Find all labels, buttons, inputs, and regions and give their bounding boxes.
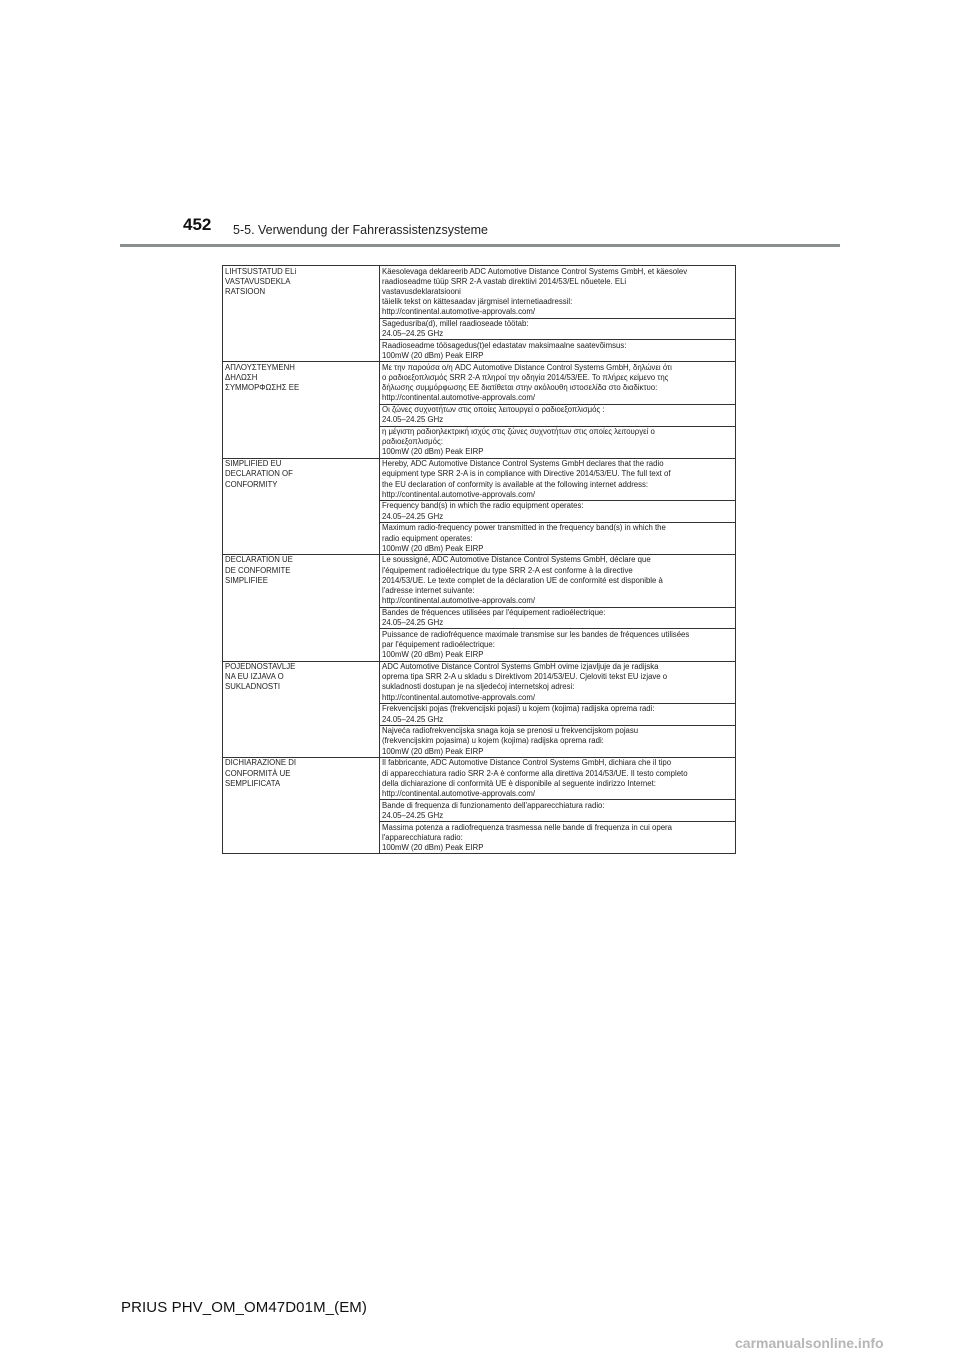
declaration-title-line: RATSIOON — [225, 286, 266, 296]
section-title: 5-5. Verwendung der Fahrerassistenzsysteme — [233, 223, 488, 237]
declaration-text-line: 100mW (20 dBm) Peak EIRP — [382, 543, 484, 553]
declaration-text-cell — [380, 500, 736, 522]
declaration-text-line: ραδιοεξοπλισμός: — [382, 437, 443, 447]
declaration-text-line: 24.05–24.25 GHz — [382, 511, 444, 521]
declaration-text-line: δήλωσης συμμόρφωσης ΕΕ διατίθεται στην ακόλουθη ιστοσελίδα στο διαδίκτυο: — [382, 383, 658, 393]
declaration-text-line: Raadioseadme töösagedus(t)el edastatav maksimaalne saatevõimsus: — [382, 340, 627, 350]
declaration-text-line: par l'équipement radioélectrique: — [382, 640, 495, 650]
declaration-row — [223, 554, 736, 607]
declaration-text-line: 24.05–24.25 GHz — [382, 714, 444, 724]
declaration-text-line: ο ραδιοεξοπλισμός SRR 2-A πληροί την οδηγία 2014/53/ΕΕ. Το πλήρες κείμενο της — [382, 373, 669, 383]
declaration-title-cell — [223, 362, 380, 458]
declaration-text-line: http://continental.automotive-approvals.com/ — [382, 307, 535, 317]
declaration-text-line: η μέγιστη ραδιοηλεκτρική ισχύς στις ζώνες συχνοτήτων στις οποίες λειτουργεί ο — [382, 427, 655, 437]
declaration-text-cell — [380, 703, 736, 725]
declaration-text-line: 100mW (20 dBm) Peak EIRP — [382, 351, 484, 361]
declaration-text-line: http://continental.automotive-approvals.com/ — [382, 788, 535, 798]
declaration-text-cell — [380, 725, 736, 757]
page-number: 452 — [183, 215, 212, 234]
declaration-title-line: SIMPLIFIEE — [225, 575, 268, 585]
declaration-text-line: radio equipment operates: — [382, 533, 473, 543]
declaration-title-line: DECLARATION UE — [225, 555, 293, 565]
declaration-text-line: ADC Automotive Distance Control Systems GmbH ovime izjavljuje da je radijska — [382, 662, 659, 672]
declaration-text-line: Hereby, ADC Automotive Distance Control Systems GmbH declares that the radio — [382, 459, 664, 469]
declaration-text-line: equipment type SRR 2-A is in compliance with Directive 2014/53/EU. The full text of — [382, 469, 671, 479]
declaration-text-line: Il fabbricante, ADC Automotive Distance Control Systems GmbH, dichiara che il tipo — [382, 758, 672, 768]
declaration-table-body — [223, 266, 736, 854]
declaration-text-cell — [380, 458, 736, 500]
declaration-text-line: Le soussigné, ADC Automotive Distance Control Systems GmbH, déclare que — [382, 555, 651, 565]
declaration-text-line: della dichiarazione di conformità UE è disponibile al seguente indirizzo Internet: — [382, 778, 656, 788]
declaration-title-line: ΣΥΜΜΟΡΦΩΣΗΣ ΕΕ — [225, 383, 300, 393]
declaration-text-line: raadioseadme tüüp SRR 2-A vastab direktiivi 2014/53/EL nõuetele. ELi — [382, 276, 627, 286]
declaration-text-line: oprema tipa SRR 2-A u skladu s Direktivom 2014/53/EU. Cjeloviti tekst EU izjave o — [382, 672, 668, 682]
declaration-text-cell — [380, 522, 736, 554]
declaration-text-line: Bandes de fréquences utilisées par l'équipement radioélectrique: — [382, 608, 606, 617]
declaration-text-line: 24.05–24.25 GHz — [382, 810, 444, 820]
declaration-text-cell — [380, 629, 736, 661]
declaration-title-line: POJEDNOSTAVLJE — [225, 662, 296, 672]
declaration-text-line: Maximum radio-frequency power transmitted in the frequency band(s) in which the — [382, 523, 666, 533]
declaration-title-cell — [223, 554, 380, 661]
declaration-text-line: 100mW (20 dBm) Peak EIRP — [382, 650, 484, 660]
declaration-table — [222, 265, 736, 854]
declaration-text-cell — [380, 822, 736, 854]
declaration-title-line: SIMPLIFIED EU — [225, 459, 282, 469]
declaration-text-line: Najveća radiofrekvencijska snaga koja se prenosi u frekvencijskom pojasu — [382, 726, 639, 736]
declaration-title-line: LIHTSUSTATUD ELi — [225, 266, 297, 276]
declaration-title-line: DECLARATION OF — [225, 469, 293, 479]
declaration-text-cell — [380, 404, 736, 426]
declaration-text-line: Puissance de radiofréquence maximale transmise sur les bandes de fréquences utilisées — [382, 629, 690, 639]
declaration-text-line: Με την παρούσα ο/η ADC Automotive Distance Control Systems GmbH, δηλώνει ότι — [382, 362, 672, 372]
declaration-text-line: http://continental.automotive-approvals.com/ — [382, 393, 535, 403]
declaration-title-cell — [223, 757, 380, 853]
declaration-text-line: Frekvencijski pojas (frekvencijski pojasi) u kojem (kojima) radijska oprema radi: — [382, 704, 655, 714]
declaration-title-cell — [223, 458, 380, 554]
declaration-title-line: NA EU IZJAVA O — [225, 672, 284, 682]
declaration-text-line: l'équipement radioélectrique du type SRR 2-A est conforme à la directive — [382, 565, 633, 575]
declaration-text-cell — [380, 607, 736, 629]
declaration-title-line: CONFORMITÀ UE — [225, 768, 291, 778]
declaration-row — [223, 362, 736, 404]
declaration-text-line: Käesolevaga deklareerib ADC Automotive Distance Control Systems GmbH, et käesolev — [382, 266, 688, 276]
declaration-text-line: täielik tekst on kättesaadav järgmisel internetiaadressil: — [382, 297, 573, 307]
declaration-text-line: 24.05–24.25 GHz — [382, 415, 444, 425]
declaration-text-line: l'apparecchiatura radio: — [382, 832, 463, 842]
declaration-text-line: l'adresse internet suivante: — [382, 586, 475, 596]
declaration-text-line: 100mW (20 dBm) Peak EIRP — [382, 447, 484, 457]
declaration-title-cell — [223, 266, 380, 362]
declaration-text-cell — [380, 800, 736, 822]
declaration-text-line: sukladnosti dostupan je na sljedećoj internetskoj adresi: — [382, 682, 575, 692]
declaration-title-line: SUKLADNOSTI — [225, 682, 281, 692]
declaration-text-line: Bande di frequenza di funzionamento dell'apparecchiatura radio: — [382, 800, 605, 810]
declaration-title-line: DE CONFORMITE — [225, 565, 291, 575]
header-rule — [120, 244, 840, 247]
declaration-row — [223, 458, 736, 500]
declaration-text-cell — [380, 362, 736, 404]
declaration-text-cell — [380, 554, 736, 607]
declaration-title-line: CONFORMITY — [225, 479, 278, 489]
declaration-text-line: (frekvencijskim pojasima) u kojem (kojima) radijska oprema radi: — [382, 736, 604, 746]
declaration-text-line: 100mW (20 dBm) Peak EIRP — [382, 746, 484, 756]
declaration-title-line: ΑΠΛΟΥΣΤΕΥΜΕΝΗ — [225, 362, 295, 372]
declaration-text-line: http://continental.automotive-approvals.com/ — [382, 692, 535, 702]
declaration-text-cell — [380, 340, 736, 362]
declaration-text-line: 2014/53/UE. Le texte complet de la déclaration UE de conformité est disponible à — [382, 575, 663, 585]
declaration-row — [223, 266, 736, 319]
declaration-title-line: SEMPLIFICATA — [225, 778, 281, 788]
declaration-text-line: 24.05–24.25 GHz — [382, 618, 444, 628]
declaration-title-line: VASTAVUSDEKLA — [225, 276, 291, 286]
declaration-text-cell — [380, 426, 736, 458]
declaration-text-line: Sagedusriba(d), millel raadioseade töötab: — [382, 319, 529, 329]
declaration-text-line: 100mW (20 dBm) Peak EIRP — [382, 842, 484, 852]
declaration-text-line: di apparecchiatura radio SRR 2-A è conforme alla direttiva 2014/53/UE. Il testo completo — [382, 768, 688, 778]
declaration-text-line: the EU declaration of conformity is available at the following internet address: — [382, 479, 649, 489]
declaration-text-line: Οι ζώνες συχνοτήτων στις οποίες λειτουργεί ο ραδιοεξοπλισμός : — [382, 405, 605, 415]
declaration-text-cell — [380, 266, 736, 319]
declaration-text-cell — [380, 757, 736, 799]
declaration-text-line: Massima potenza a radiofrequenza trasmessa nelle bande di frequenza in cui opera — [382, 822, 672, 832]
declaration-title-cell — [223, 661, 380, 757]
declaration-text-line: http://continental.automotive-approvals.com/ — [382, 489, 535, 499]
declaration-text-cell — [380, 318, 736, 340]
declaration-row — [223, 661, 736, 703]
declaration-title-line: DICHIARAZIONE DI — [225, 758, 297, 768]
declaration-title-line: ΔΗΛΩΣΗ — [225, 373, 258, 383]
declaration-text-line: Frequency band(s) in which the radio equipment operates: — [382, 501, 584, 511]
footer-document-id: PRIUS PHV_OM_OM47D01M_(EM) — [121, 1299, 367, 1316]
declaration-text-cell — [380, 661, 736, 703]
declaration-text-line: 24.05–24.25 GHz — [382, 329, 444, 339]
declaration-text-line: http://continental.automotive-approvals.com/ — [382, 596, 535, 606]
declaration-row — [223, 757, 736, 799]
watermark[interactable]: carmanualsonline.info — [735, 1335, 884, 1351]
declaration-text-line: vastavusdeklaratsiooni — [382, 286, 461, 296]
